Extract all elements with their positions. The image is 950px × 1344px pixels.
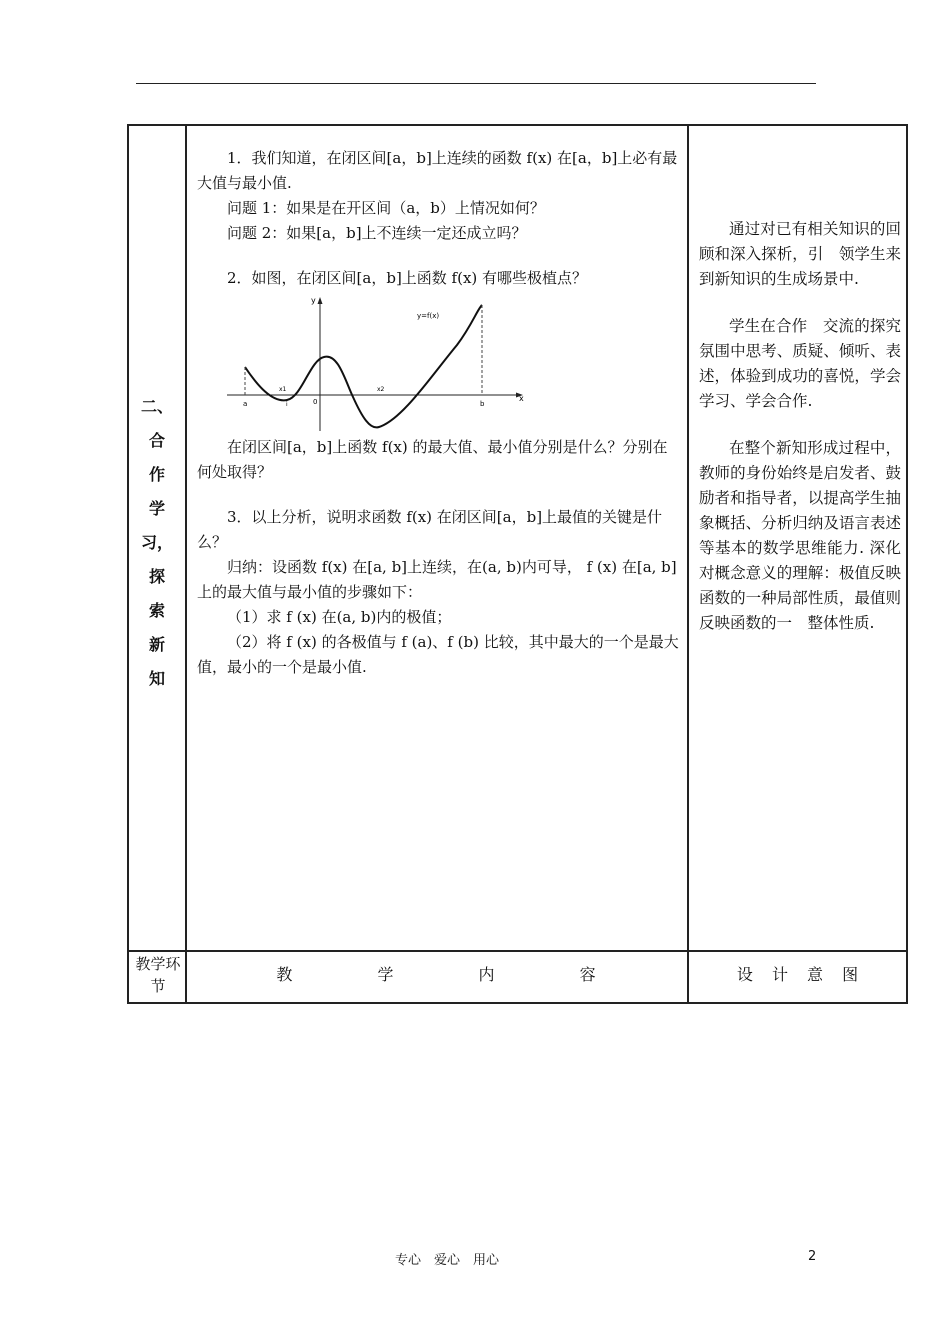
paragraph-3: 在闭区间[a，b]上函数 f(x) 的最大值、最小值分别是什么？分别在何处取得？: [197, 438, 668, 481]
design-2: 学生在合作 交流的探究氛围中思考、质疑、倾听、表述，体验到成功的喜悦，学会学习、学会合作.: [699, 317, 901, 410]
label-x1: x1: [279, 386, 287, 393]
stage-label: [128, 390, 186, 696]
page-number: 2: [808, 1249, 817, 1264]
stage-char: 新: [148, 635, 165, 654]
teaching-content: [197, 146, 682, 680]
header-char: 图: [842, 965, 859, 984]
stage-char: 习，: [140, 533, 173, 552]
function-graph: [227, 295, 557, 435]
header-char: 教: [276, 965, 295, 984]
design-1: 通过对已有相关知识的回顾和深入探析，引 领学生来到新知识的生成场景中.: [699, 220, 901, 288]
label-origin: 0: [313, 398, 318, 406]
paragraph-4: 3．以上分析，说明求函数 f(x) 在闭区间[a，b]上最值的关键是什么？: [197, 508, 663, 551]
step-2: （2）将 f (x) 的各极值与 f (a)、f (b) 比较，其中最大的一个是最大值，最小的一个是最小值.: [197, 633, 679, 676]
stage-char: 二、: [140, 397, 173, 416]
y-axis-label: y: [311, 296, 316, 305]
teaching-content-header: [187, 962, 687, 985]
header-char: 设: [736, 965, 753, 984]
design-intent: [699, 217, 901, 658]
teaching-stage-header: 教学环节: [135, 955, 181, 995]
question-2: 问题 2：如果[a，b]上不连续一定还成立吗？: [227, 224, 527, 242]
func-label: y=f(x): [417, 312, 440, 320]
stage-char: 合: [148, 431, 165, 450]
label-a: a: [243, 400, 248, 408]
label-x2: x2: [377, 386, 385, 393]
design-intent-header: [689, 962, 906, 985]
header-char: 容: [579, 965, 598, 984]
question-1: 问题 1：如果是在开区间（a，b）上情况如何？: [227, 199, 545, 217]
stage-char: 索: [148, 601, 165, 620]
stage-char: 探: [148, 567, 165, 586]
paragraph-1: 1．我们知道，在闭区间[a，b]上连续的函数 f(x) 在[a，b]上必有最大值与最小值.: [197, 149, 678, 192]
header-char: 内: [478, 965, 497, 984]
design-3: 在整个新知形成过程中，教师的身份始终是启发者、鼓励者和指导者，以提高学生抽象概括、分析归纳及语言表述等基本的数学思维能力. 深化对概念意义的理解：极值反映函数的一种局部性质，最值则反映函数的一 整体性质.: [699, 439, 901, 632]
header-char: 意: [807, 965, 824, 984]
paragraph-5: 归纳：设函数 f(x) 在[a, b]上连续，在(a, b)内可导， f (x) 在[a, b]上的最大值与最小值的步骤如下：: [197, 558, 677, 601]
label-i: i: [286, 401, 288, 408]
x-axis-label: x: [519, 394, 524, 403]
paragraph-2: 2．如图，在闭区间[a，b]上函数 f(x) 有哪些极植点？: [227, 269, 588, 287]
header-char: 学: [377, 965, 396, 984]
stage-char: 知: [148, 669, 165, 688]
stage-char: 作: [148, 465, 165, 484]
step-1: （1）求 f (x) 在(a, b)内的极值；: [227, 608, 452, 626]
header-rule: [136, 83, 816, 84]
footer-motto: 专心 爱心 用心: [395, 1253, 500, 1268]
stage-char: 学: [148, 499, 165, 518]
label-b: b: [480, 400, 485, 408]
header-char: 计: [771, 965, 788, 984]
